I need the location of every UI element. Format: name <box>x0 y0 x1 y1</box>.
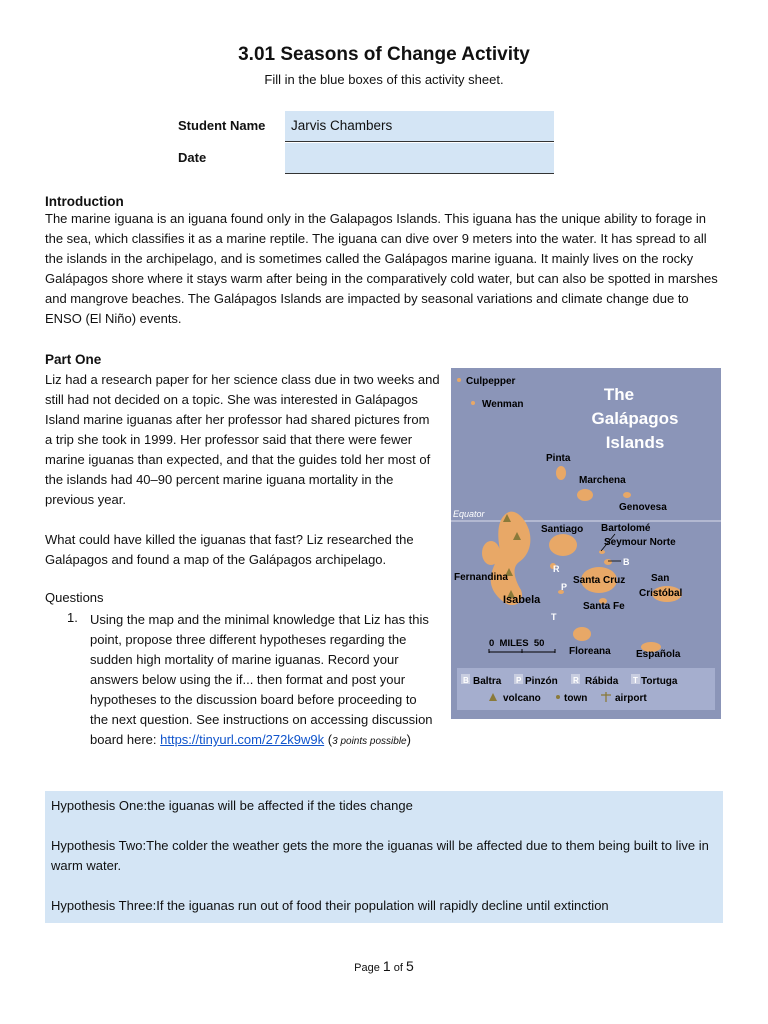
question-one <box>90 610 435 752</box>
legend-volcano: volcano <box>503 693 541 704</box>
genovesa-island <box>623 492 631 498</box>
baltra-island <box>604 559 612 565</box>
santa-cruz-label: Santa Cruz <box>573 575 626 586</box>
marchena-label: Marchena <box>579 475 626 486</box>
floreana-island <box>573 627 591 641</box>
legend-p-letter: P <box>516 676 522 685</box>
part-one-heading: Part One <box>45 352 102 367</box>
part-one-paragraph: Liz had a research paper for her science class due in two weeks and still had not decided on a topic. She was interested in Galápagos Island marine iguanas after her professor had shared pictures from a trip she took in 1999. Her professor said that there were fewer marine iguanas than expected, and that the guides told her most of the islands had 40–90 percent marine iguana mortality in the previous year. <box>45 372 440 507</box>
map-title-2: Galápagos <box>591 409 679 428</box>
student-name-label: Student Name <box>178 118 266 133</box>
page-title: 3.01 Seasons of Change Activity <box>238 44 530 65</box>
footer-page-word: Page <box>354 962 380 974</box>
isabela-label: Isabela <box>503 594 541 606</box>
wenman-label: Wenman <box>482 399 524 410</box>
espanola-label: Española <box>636 649 681 660</box>
rabida-letter: R <box>553 564 560 574</box>
legend-town: town <box>564 693 588 704</box>
part-one-question-intro: What could have killed the iguanas that fast? Liz researched the Galápagos and found a map of the Galápagos archipelago. <box>45 532 414 567</box>
hypothesis-one: Hypothesis One:the iguanas will be affected if the tides change <box>51 798 413 813</box>
legend-rabida: Rábida <box>585 676 619 687</box>
student-name-field[interactable]: Jarvis Chambers <box>285 111 554 142</box>
page-footer <box>0 958 768 974</box>
introduction-text: The marine iguana is an iguana found only in the Galapagos Islands. This iguana has the unique ability to forage in the sea, which classifies it as a marine reptile. The iguana can dive over 9 meters into the water. It has spread to all the islands in the archipelago, and is sometimes called the Galápagos marine iguana. It mainly lives on the rocky Galápagos shore where it stays warm after being in the comparatively cold water, but can also be spotted in marshes and mangrove beaches. The Galápagos Islands are impacted by seasonal variations and climate change due to ENSO (El Niño) events. <box>45 211 718 326</box>
points-open: ( <box>324 732 333 747</box>
bartolome-island <box>599 550 605 554</box>
legend-baltra: Baltra <box>473 676 502 687</box>
santiago-label: Santiago <box>541 524 584 535</box>
points-note: 3 points possible <box>332 736 407 747</box>
footer-page-total: 5 <box>406 958 414 974</box>
pinta-island <box>556 466 566 480</box>
floreana-label: Floreana <box>569 646 611 657</box>
fernandina-island <box>482 541 500 565</box>
map-title-1: The <box>603 385 635 404</box>
marchena-island <box>577 489 593 501</box>
legend-airport: airport <box>615 693 647 704</box>
footer-of-word: of <box>393 962 403 974</box>
introduction-heading: Introduction <box>45 194 124 209</box>
equator-label: Equator <box>453 509 485 519</box>
legend-b-letter: B <box>463 676 469 685</box>
culpepper-island <box>457 378 461 382</box>
galapagos-map <box>451 368 721 719</box>
town-icon <box>556 695 560 699</box>
hypothesis-three: Hypothesis Three:If the iguanas run out of food their population will rapidly decline until extinction <box>51 898 609 913</box>
genovesa-label: Genovesa <box>619 502 667 513</box>
footer-page-number: 1 <box>382 958 391 974</box>
hypotheses-answer-box[interactable] <box>45 791 723 923</box>
discussion-board-link[interactable]: https://tinyurl.com/272k9w9k <box>160 732 325 747</box>
pinta-label: Pinta <box>546 453 571 464</box>
pinzon-letter: P <box>561 582 568 592</box>
cristobal-label: Cristóbal <box>639 588 683 599</box>
wenman-island <box>471 401 475 405</box>
legend-r-letter: R <box>573 676 579 685</box>
page-subtitle: Fill in the blue boxes of this activity sheet. <box>264 72 504 87</box>
legend-pinzon: Pinzón <box>525 676 558 687</box>
seymour-label: Seymour Norte <box>604 537 676 548</box>
santa-fe-label: Santa Fe <box>583 601 625 612</box>
map-title-3: Islands <box>605 433 665 452</box>
legend-t-letter: T <box>633 676 638 685</box>
question-one-text: Using the map and the minimal knowledge that Liz has this point, propose three different hypotheses regarding the sudden high mortality of marine iguanas. Record your answers below using the if... then format and post your hypotheses to the discussion board before proceeding to the next question. See instructions on accessing discussion board here: <box>90 612 433 747</box>
fernandina-label: Fernandina <box>454 572 508 583</box>
bartolome-label: Bartolomé <box>601 523 651 534</box>
scale-label: 0 MILES 50 <box>489 638 545 649</box>
questions-label: Questions <box>45 590 104 605</box>
tortuga-letter: T <box>551 612 557 622</box>
question-number: 1. <box>67 610 78 625</box>
san-label: San <box>651 573 670 584</box>
points-close: ) <box>406 732 411 747</box>
date-label: Date <box>178 150 207 165</box>
baltra-letter: B <box>623 557 630 567</box>
date-field[interactable] <box>285 143 554 174</box>
hypothesis-two: Hypothesis Two:The colder the weather gets the more the iguanas will be affected due to them being built to live in warm water. <box>51 838 709 873</box>
culpepper-label: Culpepper <box>466 376 516 387</box>
santiago-island <box>549 534 577 556</box>
legend-tortuga: Tortuga <box>641 676 678 687</box>
